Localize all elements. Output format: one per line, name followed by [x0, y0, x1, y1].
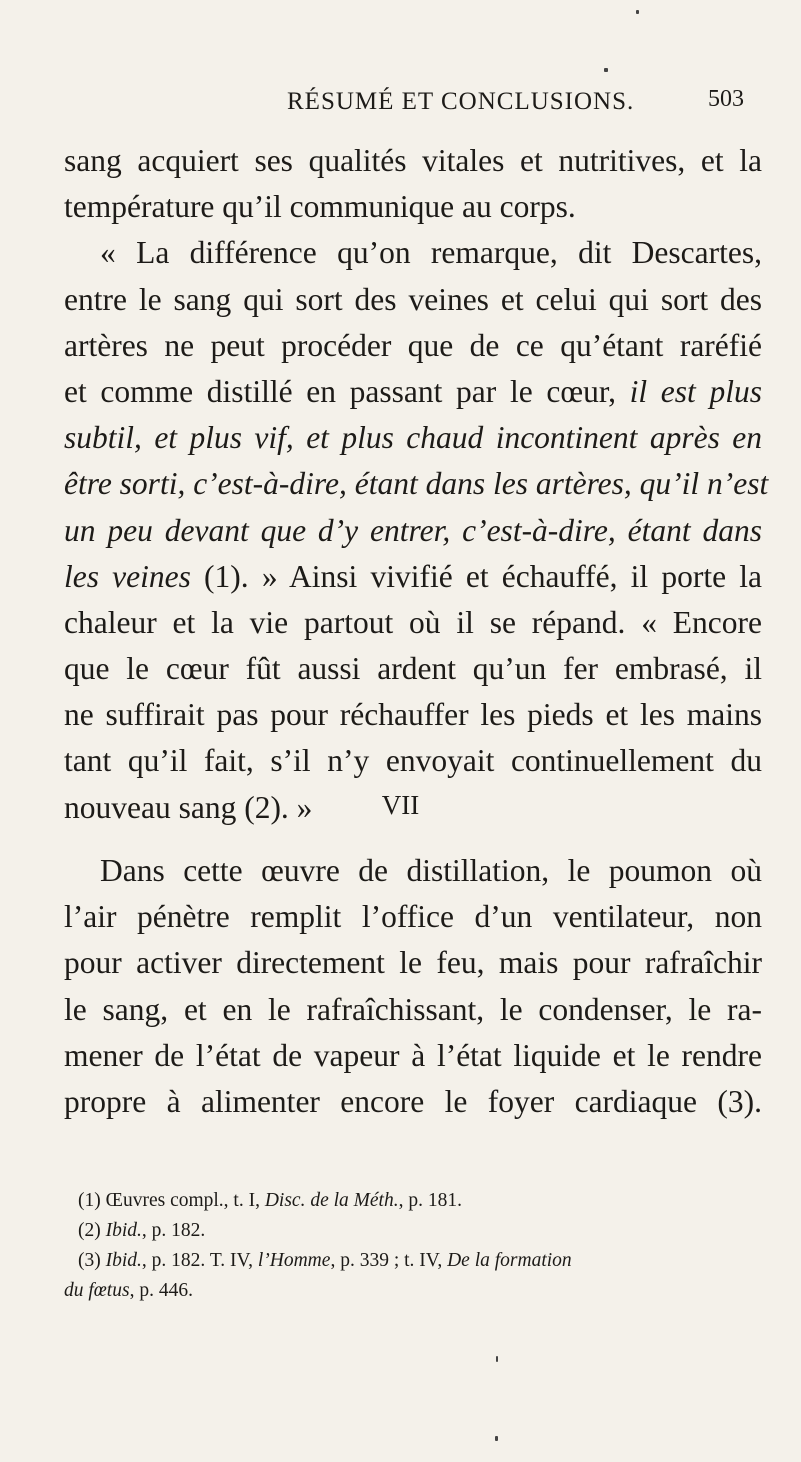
- text-line: entre le sang qui sort des veines et celui qui sort des: [64, 281, 762, 317]
- footnote-text: , p. 182.: [141, 1220, 206, 1241]
- text-run: et comme distillé en passant par le cœur,: [64, 373, 630, 409]
- text-line: artères ne peut procéder que de ce qu’étant raréfié: [64, 327, 762, 363]
- paper-speck: [636, 10, 639, 14]
- footnote-text: , p. 181.: [398, 1190, 462, 1211]
- text-line: sang acquiert ses qualités vitales et nutritives, et la: [64, 143, 762, 178]
- text-line: mener de l’état de vapeur à l’état liquide et le rendre: [64, 1037, 762, 1073]
- running-head: [0, 88, 801, 128]
- section-heading: VII: [381, 790, 420, 820]
- text-line: propre à alimenter encore le foyer cardiaque (3).: [64, 1083, 762, 1119]
- text-run: (1). » Ainsi vivifié et échauffé, il porte la: [190, 558, 762, 594]
- text-line: « La différence qu’on remarque, dit Descartes,: [100, 235, 762, 271]
- footnote-2: [64, 1216, 762, 1246]
- footnote-text: , p. 182. T. IV,: [141, 1250, 258, 1271]
- footnotes: [64, 1186, 762, 1306]
- paper-speck: [496, 1356, 498, 1362]
- text-line: chaleur et la vie partout où il se répand. « Encore: [64, 604, 762, 640]
- text-line: le sang, et en le rafraîchissant, le condenser, le ra-: [64, 991, 762, 1027]
- footnote-text: , p. 339 ; t. IV,: [330, 1250, 448, 1271]
- running-head-title: RÉSUMÉ ET CONCLUSIONS.: [287, 88, 635, 115]
- italic-run: les veines: [64, 558, 191, 594]
- text-line: [64, 369, 762, 415]
- text-line: nouveau sang (2). »: [64, 789, 313, 825]
- footnote-italic: Ibid.: [105, 1220, 142, 1241]
- footnote-italic: Disc. de la Méth.: [264, 1190, 399, 1211]
- main-text: [64, 138, 769, 831]
- footnote-italic: l’Homme: [257, 1250, 331, 1271]
- italic-run: il est plus: [629, 373, 762, 409]
- text-line: pour activer directement le feu, mais pour rafraîchir: [64, 945, 762, 981]
- paper-speck: [495, 1436, 498, 1441]
- footnote-3: [64, 1246, 762, 1276]
- footnote-3-continued: [64, 1276, 762, 1306]
- text-line: [64, 554, 762, 600]
- footnote-text: (1) Œuvres compl., t. I,: [78, 1190, 265, 1211]
- text-line: que le cœur fût aussi ardent qu’un fer embrasé, il: [64, 651, 762, 687]
- footnote-text: , p. 446.: [129, 1280, 193, 1301]
- footnote-italic: du fœtus: [64, 1280, 130, 1301]
- footnote-text: (3): [78, 1250, 106, 1271]
- page-number: 503: [708, 86, 744, 112]
- footnote-text: (2): [78, 1220, 106, 1241]
- text-line: tant qu’il fait, s’il n’y envoyait continuellement du: [64, 743, 762, 779]
- footnote-1: [64, 1186, 762, 1216]
- text-line: température qu’il communique au corps.: [64, 189, 576, 225]
- text-line: Dans cette œuvre de distillation, le poumon où: [100, 853, 762, 888]
- text-line: l’air pénètre remplit l’office d’un ventilateur, non: [64, 899, 762, 935]
- main-text-continued: [64, 848, 762, 1125]
- footnote-italic: Ibid.: [105, 1250, 142, 1271]
- text-line: un peu devant que d’y entrer, c’est-à-dire, étant dans: [64, 512, 762, 548]
- footnote-italic: De la formation: [447, 1250, 572, 1271]
- text-line: subtil, et plus vif, et plus chaud incontinent après en: [64, 420, 762, 456]
- text-line: ne suffirait pas pour réchauffer les pieds et les mains: [64, 697, 762, 733]
- text-line: être sorti, c’est-à-dire, étant dans les artères, qu’il n’est: [64, 466, 769, 502]
- paper-speck: [604, 68, 608, 72]
